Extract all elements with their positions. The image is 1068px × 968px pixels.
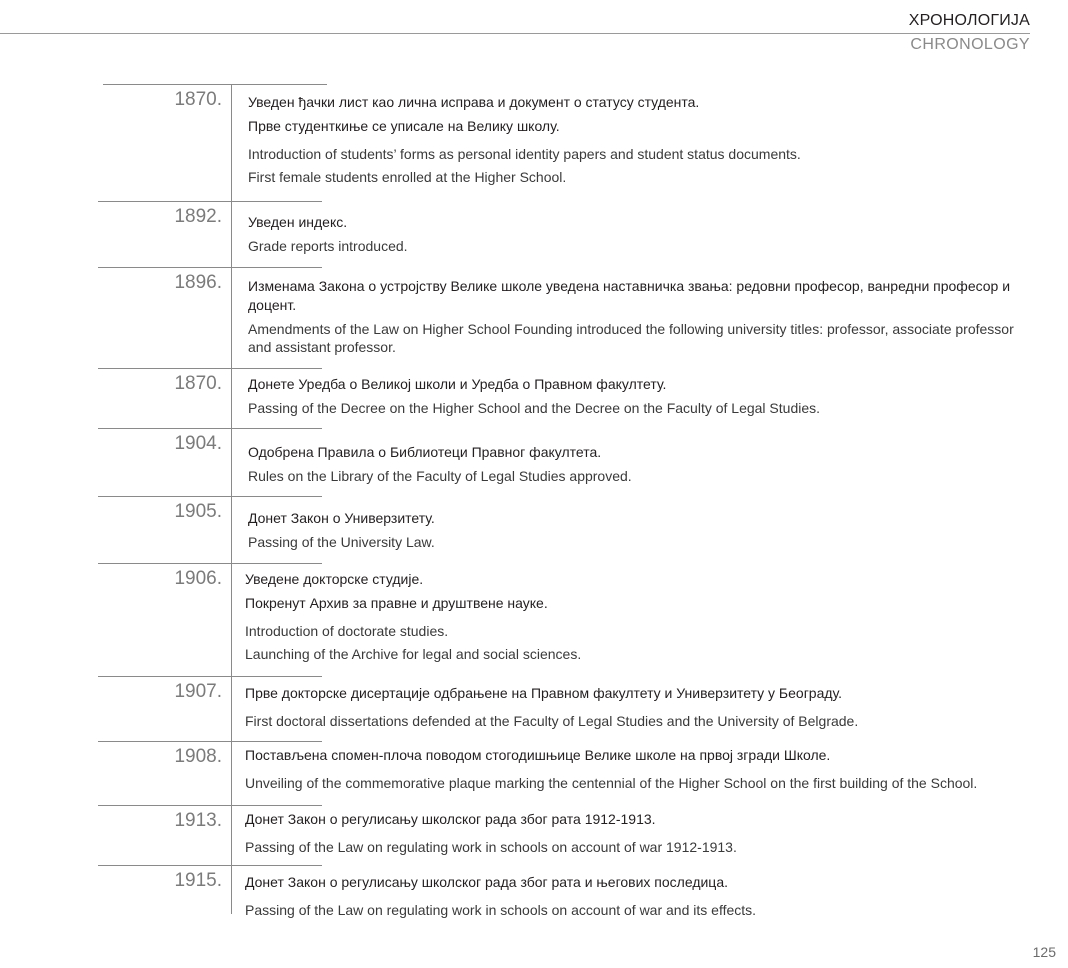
header-title-sr: ХРОНОЛОГИЈА — [908, 12, 1030, 29]
entry-divider — [103, 84, 327, 85]
entry-text-en: Introduction of doctorate studies. — [245, 623, 449, 639]
entry-year: 1870. — [174, 89, 222, 110]
entry-text-sr: Изменама Закона о устројству Велике школе уведена наставничка звања: редовни професор, ванредни професор и доцент. — [248, 278, 1011, 313]
entry-text-sr: Прве студенткиње се уписале на Велику школу. — [248, 118, 560, 134]
timeline-axis — [231, 85, 232, 914]
entry-divider — [98, 368, 322, 369]
entry-text-sr: Донет Закон о регулисању школског рада због рата и његових последица. — [245, 874, 728, 890]
entry-divider — [98, 805, 322, 806]
entry-year: 1904. — [174, 433, 222, 454]
entry-text-en: Rules on the Library of the Faculty of Legal Studies approved. — [248, 468, 632, 484]
entry-text-en: Passing of the Decree on the Higher School and the Decree on the Faculty of Legal Studies. — [248, 400, 821, 416]
entry-divider — [98, 865, 322, 866]
entry-text-sr: Уведен индекс. — [248, 214, 348, 230]
entry-text-sr: Донет Закон о Универзитету. — [248, 510, 435, 526]
entry-text-sr: Уведен ђачки лист као лична исправа и документ о статусу студента. — [248, 94, 700, 110]
entry-year: 1896. — [174, 272, 222, 293]
entry-year: 1915. — [174, 870, 222, 891]
entry-year: 1906. — [174, 568, 222, 589]
entry-text-en: Amendments of the Law on Higher School Founding introduced the following university titles: professor, associate professor and assistant professor. — [248, 321, 1014, 355]
entry-divider — [98, 428, 322, 429]
entry-year: 1892. — [174, 206, 222, 227]
entry-text-en: First female students enrolled at the Higher School. — [248, 169, 567, 185]
entry-text-en: Passing of the University Law. — [248, 534, 435, 550]
entry-text-en: Introduction of students’ forms as personal identity papers and student status documents. — [248, 146, 801, 162]
entry-year: 1907. — [174, 681, 222, 702]
entry-text-en: First doctoral dissertations defended at the Faculty of Legal Studies and the University of Belgrade. — [245, 713, 859, 729]
entry-year: 1870. — [174, 373, 222, 394]
entry-divider — [98, 676, 322, 677]
entry-divider — [98, 496, 322, 497]
header-title-en: CHRONOLOGY — [910, 36, 1030, 53]
entry-text-en: Passing of the Law on regulating work in schools on account of war 1912-1913. — [245, 839, 737, 855]
entry-year: 1913. — [174, 810, 222, 831]
entry-year: 1905. — [174, 501, 222, 522]
entry-text-sr: Донете Уредба о Великој школи и Уредба о Правном факултету. — [248, 376, 667, 392]
entry-text-sr: Покренут Архив за правне и друштвене науке. — [245, 595, 548, 611]
header-rule — [0, 33, 1030, 34]
entry-text-en: Passing of the Law on regulating work in schools on account of war and its effects. — [245, 902, 757, 918]
entry-divider — [98, 741, 322, 742]
entry-text-sr: Постављена спомен-плоча поводом стогодишњице Велике школе на првој згради Школе. — [245, 747, 831, 763]
entry-divider — [98, 267, 322, 268]
entry-text-sr: Донет Закон о регулисању школског рада због рата 1912-1913. — [245, 811, 656, 827]
entry-text-sr: Прве докторске дисертације одбрањене на Правном факултету и Универзитету у Београду. — [245, 685, 843, 701]
entry-divider — [98, 563, 322, 564]
entry-text-en: Launching of the Archive for legal and social sciences. — [245, 646, 582, 662]
entry-text-sr: Уведене докторске студије. — [245, 571, 424, 587]
entry-text-en: Unveiling of the commemorative plaque marking the centennial of the Higher School on the first building of the School. — [245, 775, 978, 791]
entry-text-sr: Одобрена Правила о Библиотеци Правног факултета. — [248, 444, 602, 460]
entry-text-en: Grade reports introduced. — [248, 238, 408, 254]
entry-year: 1908. — [174, 746, 222, 767]
page-number: 125 — [1032, 944, 1056, 960]
entry-divider — [98, 201, 322, 202]
